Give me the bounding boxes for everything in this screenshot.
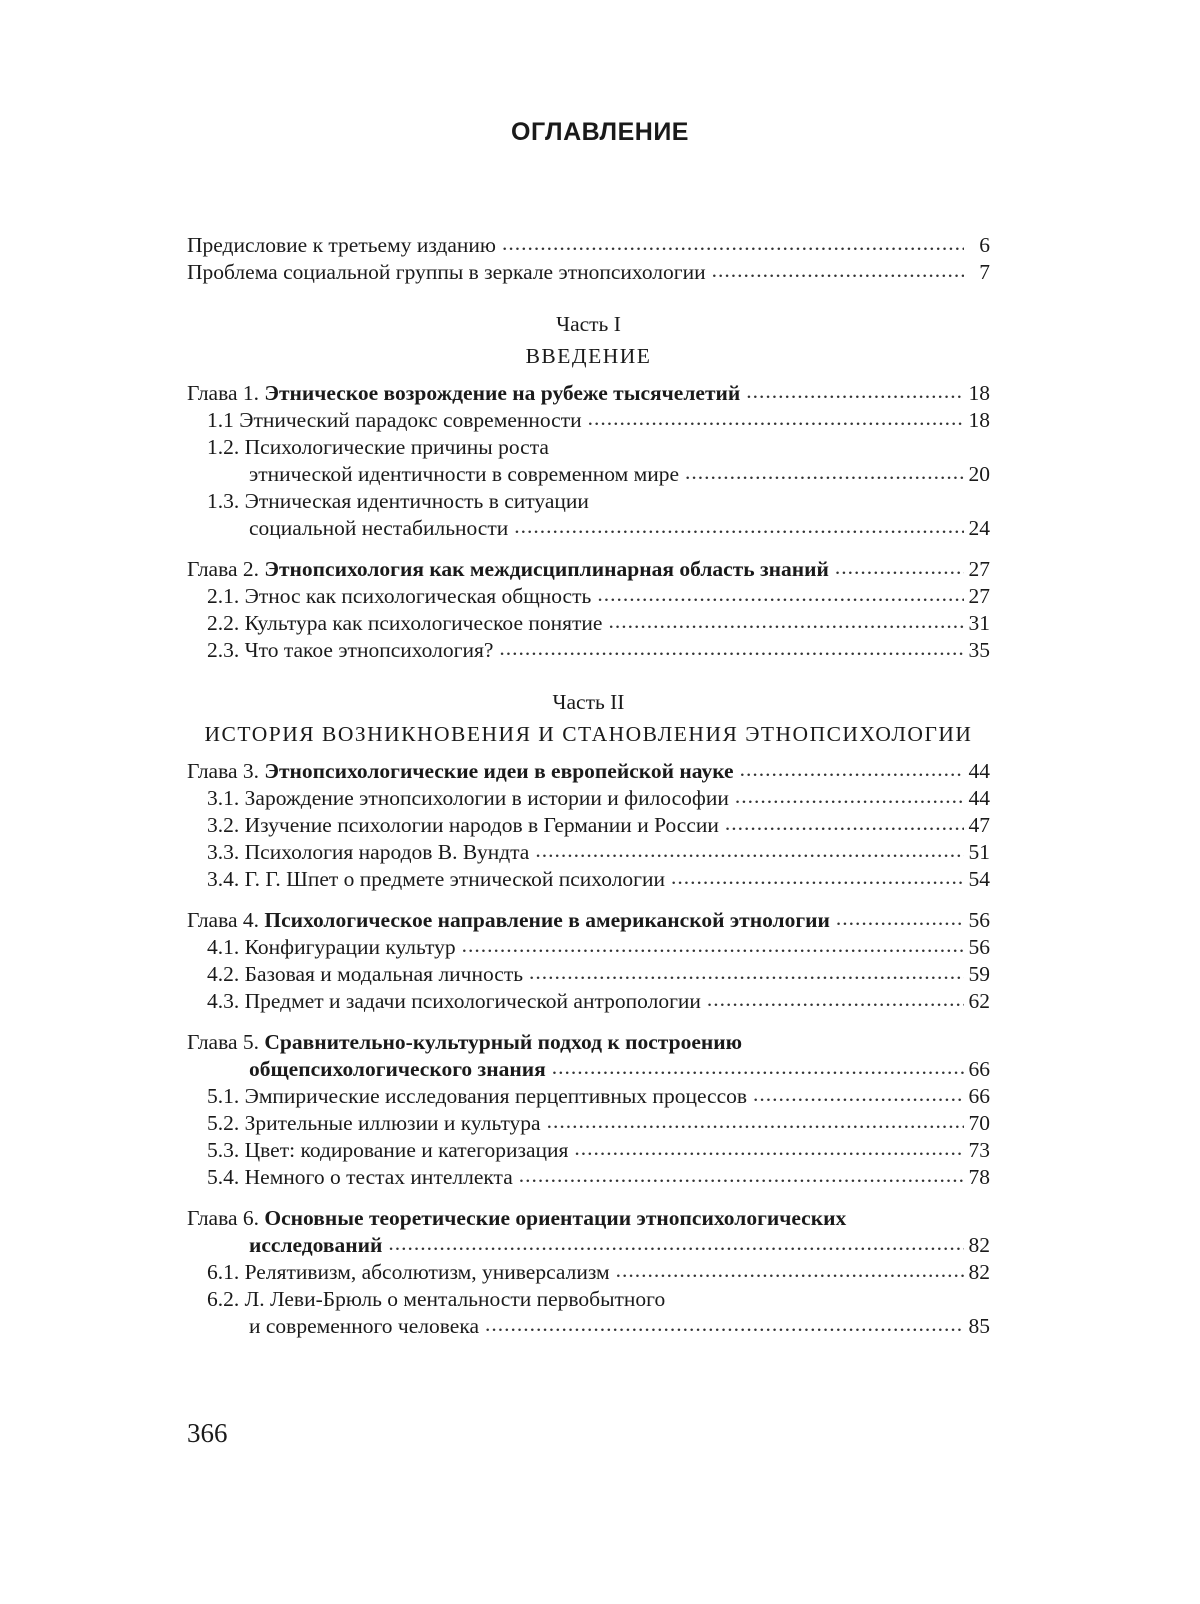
leader-dots xyxy=(502,230,964,257)
section-title: Базовая и модальная личность xyxy=(244,962,524,986)
leader-dots xyxy=(388,1230,964,1257)
page-number: 70 xyxy=(968,1111,990,1135)
section-title: Этнос как психологическая общность xyxy=(244,584,592,608)
leader-dots xyxy=(671,864,964,891)
toc-chapter-6[interactable] xyxy=(187,1205,990,1232)
chapter-heading xyxy=(187,380,740,407)
leader-dots xyxy=(535,837,964,864)
page-number: 35 xyxy=(968,638,990,662)
section-number: 2.2. xyxy=(207,611,240,635)
section-title: Зарождение этнопсихологии в истории и философии xyxy=(244,786,729,810)
toc-section[interactable] xyxy=(187,637,990,664)
section-number: 4.2. xyxy=(207,962,240,986)
chapter-heading xyxy=(187,1029,742,1056)
section-title: Зрительные иллюзии и культура xyxy=(244,1111,541,1135)
part-label: Часть I xyxy=(556,312,621,336)
page-number: 82 xyxy=(968,1260,990,1284)
leader-dots xyxy=(835,554,964,581)
chapter-title: Сравнительно-культурный подход к построению xyxy=(264,1030,743,1054)
section-title: Цвет: кодирование и категоризация xyxy=(244,1138,569,1162)
leader-dots xyxy=(712,257,964,284)
section-title: Л. Леви-Брюль о ментальности первобытного xyxy=(244,1287,666,1311)
chapter-heading xyxy=(187,758,734,785)
leader-dots xyxy=(725,810,964,837)
section-title: Этническая идентичность в ситуации xyxy=(244,489,589,513)
toc-section[interactable] xyxy=(187,839,990,866)
chapter-title: Этнопсихологические идеи в европейской науке xyxy=(264,759,734,783)
section-title-continued: социальной нестабильности xyxy=(249,516,509,540)
section-title: Что такое этнопсихология? xyxy=(244,638,494,662)
toc-section[interactable] xyxy=(187,1164,990,1191)
page-number: 31 xyxy=(968,611,990,635)
page-number: 62 xyxy=(968,989,990,1013)
section-number: 1.1 xyxy=(207,408,234,432)
toc-section[interactable] xyxy=(187,488,990,515)
page-number: 59 xyxy=(968,962,990,986)
chapter-prefix: Глава 2. xyxy=(187,557,259,581)
section-number: 4.1. xyxy=(207,935,240,959)
chapter-title: Основные теоретические ориентации этнопсихологических xyxy=(264,1206,847,1230)
toc-section[interactable] xyxy=(187,934,990,961)
section-number: 3.1. xyxy=(207,786,240,810)
toc-section-continuation[interactable] xyxy=(187,1313,990,1340)
toc-entry-text: Проблема социальной группы в зеркале этнопсихологии xyxy=(187,260,706,284)
page-number: 56 xyxy=(968,908,990,932)
toc-section[interactable] xyxy=(187,1259,990,1286)
toc-section[interactable] xyxy=(187,610,990,637)
leader-dots xyxy=(514,513,964,540)
section-number: 6.1. xyxy=(207,1260,240,1284)
section-title: Релятивизм, абсолютизм, универсализм xyxy=(244,1260,610,1284)
part-label: Часть II xyxy=(552,690,625,714)
section-number: 1.2. xyxy=(207,435,240,459)
section-number: 5.2. xyxy=(207,1111,240,1135)
section-number: 3.3. xyxy=(207,840,240,864)
toc-section[interactable] xyxy=(187,434,990,461)
page-number: 20 xyxy=(968,462,990,486)
toc-chapter-5[interactable] xyxy=(187,1029,990,1056)
section-title: Этнический парадокс современности xyxy=(239,408,582,432)
leader-dots xyxy=(485,1311,964,1338)
section-title-continued: этнической идентичности в современном мире xyxy=(249,462,680,486)
chapter-prefix: Глава 5. xyxy=(187,1030,259,1054)
page-number: 27 xyxy=(968,584,990,608)
page-number: 18 xyxy=(968,408,990,432)
toc-section[interactable] xyxy=(187,988,990,1015)
section-title: Психологические причины роста xyxy=(244,435,549,459)
section-number: 3.4. xyxy=(207,867,240,891)
chapter-heading xyxy=(187,1205,846,1232)
chapter-heading xyxy=(187,556,829,583)
leader-dots xyxy=(547,1108,964,1135)
folio-page-number: 366 xyxy=(187,1418,228,1448)
page-number: 44 xyxy=(968,759,990,783)
chapter-prefix: Глава 4. xyxy=(187,908,259,932)
section-title: Предмет и задачи психологической антропологии xyxy=(244,989,701,1013)
toc-section[interactable] xyxy=(187,1083,990,1110)
page-number: 7 xyxy=(979,260,990,284)
chapter-title-continued: общепсихологического знания xyxy=(249,1057,546,1081)
leader-dots xyxy=(735,783,964,810)
leader-dots xyxy=(836,905,964,932)
section-number: 2.1. xyxy=(207,584,240,608)
page-number: 66 xyxy=(968,1084,990,1108)
leader-dots xyxy=(499,635,964,662)
leader-dots xyxy=(588,405,964,432)
section-title: Г. Г. Шпет о предмете этнической психологии xyxy=(244,867,665,891)
section-title-continued: и современного человека xyxy=(249,1314,480,1338)
toc-section[interactable] xyxy=(187,785,990,812)
chapter-title: Этническое возрождение на рубеже тысячелетий xyxy=(264,381,741,405)
chapter-title-continued: исследований xyxy=(249,1233,383,1257)
toc-section[interactable] xyxy=(187,866,990,893)
chapter-prefix: Глава 6. xyxy=(187,1206,259,1230)
leader-dots xyxy=(746,378,964,405)
page-number: 66 xyxy=(968,1057,990,1081)
toc-chapter-5-continuation[interactable] xyxy=(187,1056,990,1083)
leader-dots xyxy=(707,986,964,1013)
leader-dots xyxy=(685,459,964,486)
toc-section-continuation[interactable] xyxy=(187,461,990,488)
section-title: Конфигурации культур xyxy=(244,935,456,959)
toc-section[interactable] xyxy=(187,1110,990,1137)
page-number: 78 xyxy=(968,1165,990,1189)
page-number: 56 xyxy=(968,935,990,959)
section-title: Изучение психологии народов в Германии и России xyxy=(244,813,719,837)
section-number: 5.1. xyxy=(207,1084,240,1108)
page-title: ОГЛАВЛЕНИЕ xyxy=(511,118,689,146)
table-of-contents xyxy=(187,232,990,1340)
toc-chapter-2[interactable] xyxy=(187,556,990,583)
toc-section[interactable] xyxy=(187,583,990,610)
section-number: 1.3. xyxy=(207,489,240,513)
section-number: 3.2. xyxy=(207,813,240,837)
leader-dots xyxy=(462,932,964,959)
toc-entry-intro-chapter[interactable] xyxy=(187,259,990,286)
leader-dots xyxy=(574,1135,964,1162)
chapter-prefix: Глава 3. xyxy=(187,759,259,783)
toc-section[interactable] xyxy=(187,961,990,988)
leader-dots xyxy=(597,581,964,608)
leader-dots xyxy=(519,1162,964,1189)
leader-dots xyxy=(529,959,964,986)
page-number: 18 xyxy=(968,381,990,405)
chapter-title: Психологическое направление в американской этнологии xyxy=(264,908,830,932)
leader-dots xyxy=(608,608,964,635)
leader-dots xyxy=(740,756,964,783)
page-number: 47 xyxy=(968,813,990,837)
page-number: 24 xyxy=(968,516,990,540)
section-number: 6.2. xyxy=(207,1287,240,1311)
page-number: 44 xyxy=(968,786,990,810)
toc-chapter-3[interactable] xyxy=(187,758,990,785)
toc-chapter-6-continuation[interactable] xyxy=(187,1232,990,1259)
chapter-title: Этнопсихология как междисциплинарная область знаний xyxy=(264,557,829,581)
toc-section[interactable] xyxy=(187,812,990,839)
part-title: ВВЕДЕНИЕ xyxy=(525,344,652,368)
page-number: 54 xyxy=(968,867,990,891)
chapter-prefix: Глава 1. xyxy=(187,381,259,405)
toc-entry-preface[interactable] xyxy=(187,232,990,259)
leader-dots xyxy=(616,1257,964,1284)
section-title: Немного о тестах интеллекта xyxy=(244,1165,513,1189)
leader-dots xyxy=(753,1081,964,1108)
page-number: 6 xyxy=(979,233,990,257)
section-title: Культура как психологическое понятие xyxy=(244,611,603,635)
toc-chapter-1[interactable] xyxy=(187,380,990,407)
part-title: ИСТОРИЯ ВОЗНИКНОВЕНИЯ И СТАНОВЛЕНИЯ ЭТНОПСИХОЛОГИИ xyxy=(204,722,973,746)
section-title: Психология народов В. Вундта xyxy=(244,840,530,864)
page-number: 51 xyxy=(968,840,990,864)
toc-section[interactable] xyxy=(187,407,990,434)
toc-section[interactable] xyxy=(187,1286,990,1313)
section-number: 5.4. xyxy=(207,1165,240,1189)
toc-entry-text: Предисловие к третьему изданию xyxy=(187,233,496,257)
page-number: 85 xyxy=(968,1314,990,1338)
section-number: 2.3. xyxy=(207,638,240,662)
page-number: 27 xyxy=(968,557,990,581)
toc-section-continuation[interactable] xyxy=(187,515,990,542)
section-number: 4.3. xyxy=(207,989,240,1013)
section-number: 5.3. xyxy=(207,1138,240,1162)
leader-dots xyxy=(552,1054,964,1081)
chapter-heading xyxy=(187,907,830,934)
section-title: Эмпирические исследования перцептивных процессов xyxy=(244,1084,748,1108)
toc-section[interactable] xyxy=(187,1137,990,1164)
page-number: 73 xyxy=(968,1138,990,1162)
toc-chapter-4[interactable] xyxy=(187,907,990,934)
page-number: 82 xyxy=(968,1233,990,1257)
